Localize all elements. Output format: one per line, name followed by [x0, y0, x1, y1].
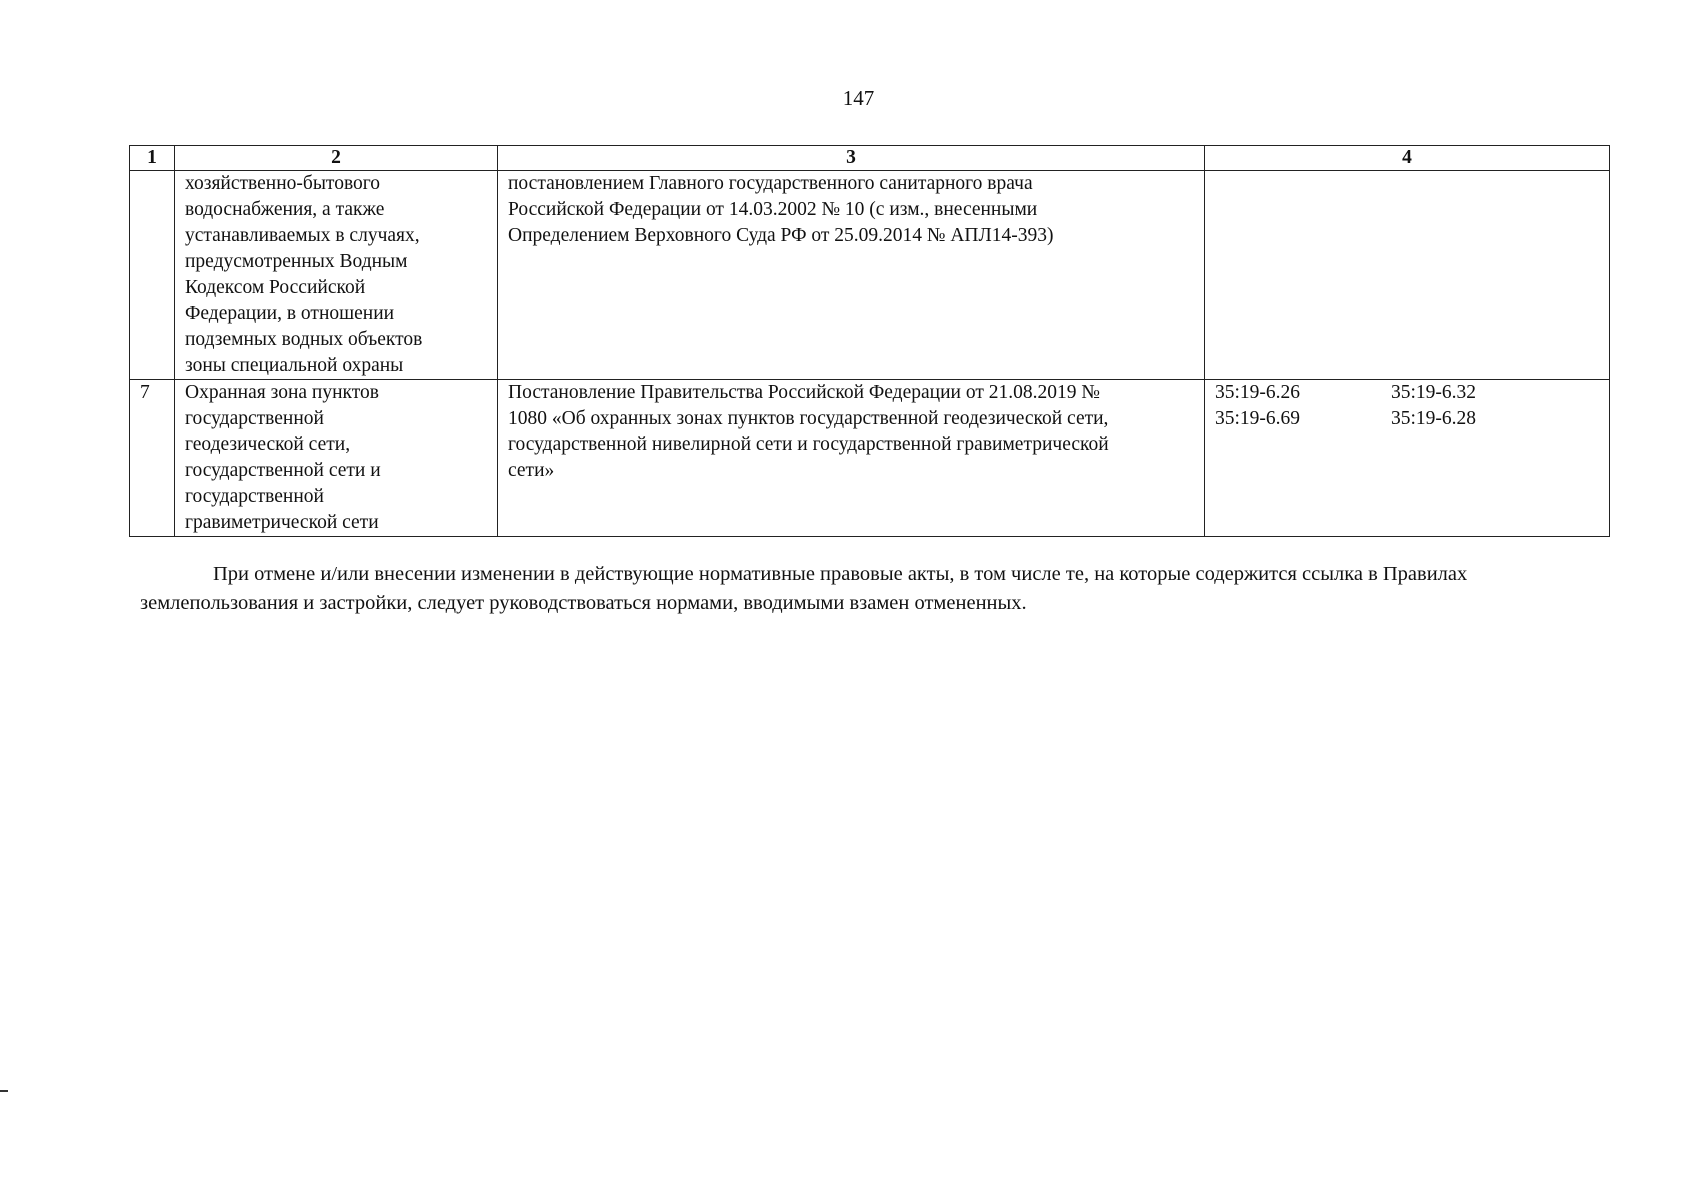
zone-name-line: устанавливаемых в случаях,: [185, 225, 420, 246]
row-number-cell: 7: [130, 380, 175, 537]
header-col-2: 2: [175, 146, 498, 171]
header-col-3: 3: [498, 146, 1205, 171]
zone-name-line: геодезической сети,: [185, 434, 351, 455]
footnote-text: При отмене и/или внесении изменении в действующие нормативные правовые акты, в том числе те, на которые содержится ссылка в Правилах землепользования и застройки, следует руководствоваться нормами, вводимыми взамен отмененных.: [140, 563, 1468, 614]
zone-name-line: хозяйственно-бытового: [185, 173, 381, 194]
header-col-1: 1: [130, 146, 175, 171]
zone-code: 35:19-6.26: [1215, 382, 1301, 403]
zone-name-line: государственной: [185, 486, 324, 507]
zone-name-line: гравиметрической сети: [185, 512, 379, 533]
legal-basis-cell: [498, 171, 1205, 380]
zones-table: [129, 145, 1610, 537]
legal-basis-line: сети»: [508, 460, 555, 481]
zone-name-line: Федерации, в отношении: [185, 303, 395, 324]
table-header-row: [130, 146, 1610, 171]
zone-code: 35:19-6.32: [1391, 382, 1477, 403]
zone-name-line: Охранная зона пунктов: [185, 382, 379, 403]
legal-basis-line: Определением Верховного Суда РФ от 25.09.2014 № АПЛ14-393): [508, 225, 1054, 246]
table-row: [130, 380, 1610, 537]
legal-basis-line: Российской Федерации от 14.03.2002 № 10 (с изм., внесенными: [508, 199, 1038, 220]
zone-name-line: зоны специальной охраны: [185, 355, 404, 376]
page-number: 147: [842, 86, 875, 110]
margin-mark: [0, 1090, 8, 1092]
legal-basis-line: 1080 «Об охранных зонах пунктов государственной геодезической сети,: [508, 408, 1109, 429]
zone-name-cell: [175, 380, 498, 537]
zone-name-line: предусмотренных Водным: [185, 251, 408, 272]
table-row: [130, 171, 1610, 380]
zone-code: 35:19-6.69: [1215, 408, 1301, 429]
legal-basis-line: Постановление Правительства Российской Федерации от 21.08.2019 №: [508, 382, 1100, 403]
row-number-cell: [130, 171, 175, 380]
zone-code: 35:19-6.28: [1391, 408, 1477, 429]
zone-codes-cell: [1205, 171, 1610, 380]
legal-basis-line: государственной нивелирной сети и государственной гравиметрической: [508, 434, 1109, 455]
zone-name-line: водоснабжения, а также: [185, 199, 385, 220]
zone-name-line: государственной: [185, 408, 324, 429]
zone-codes-grid: [1215, 380, 1599, 432]
zone-name-cell: [175, 171, 498, 380]
legal-basis-line: постановлением Главного государственного санитарного врача: [508, 173, 1033, 194]
zone-name-line: подземных водных объектов: [185, 329, 423, 350]
legal-basis-cell: [498, 380, 1205, 537]
header-col-4: 4: [1205, 146, 1610, 171]
footnote-paragraph: [140, 560, 1610, 618]
zone-name-line: государственной сети и: [185, 460, 381, 481]
zone-name-line: Кодексом Российской: [185, 277, 366, 298]
zone-codes-cell: [1205, 380, 1610, 537]
